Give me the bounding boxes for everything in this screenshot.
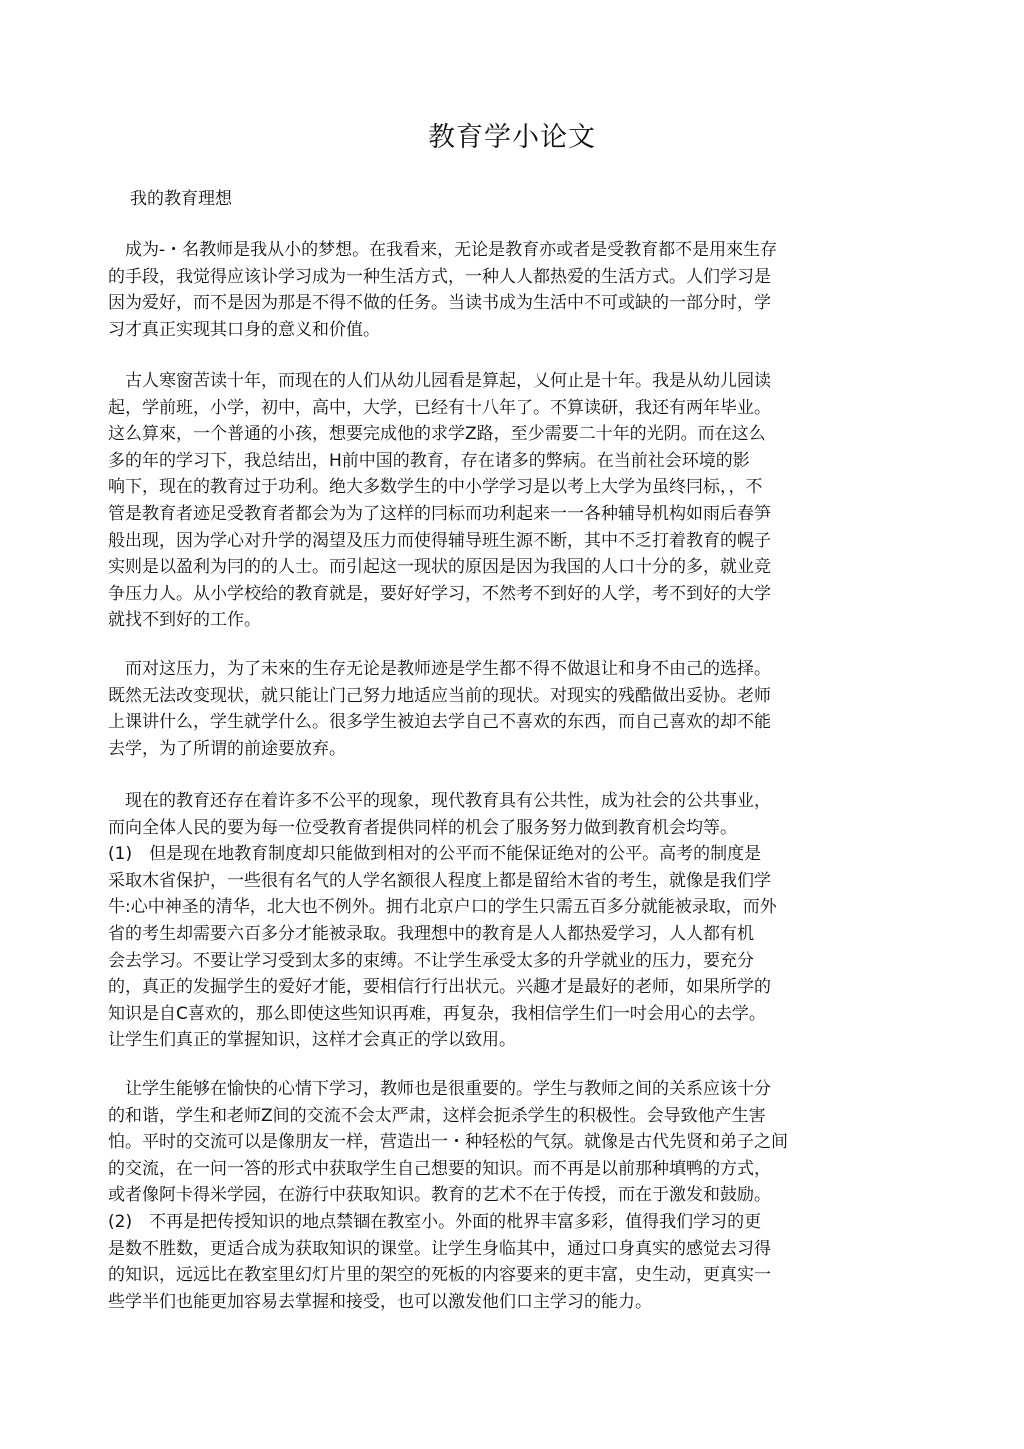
text-line: 的交流，在一问一答的形式中获取学生自己想要的知识。而不再是以前那种填鸭的方式， [108,1158,771,1179]
text-line: 现在的教育还存在着许多不公平的现象，现代教育具有公共性，成为社会的公共事业， [108,791,771,811]
text-line: 或者像阿卡得米学园，在游行中获取知识。教育的艺术不在于传授，而在于激发和鼓励。 [108,1185,771,1206]
text-line: 起，学前班，小学，初中，高中，大学，已经有十八年了。不算读研，我还有两年毕业。 [108,397,771,418]
text-line: 成为-・名教师是我从小的梦想。在我看来，无论是教育亦或者是受教育都不是用來生存 [108,240,778,260]
text-line: 让学生们真正的掌握知识，这样才会真正的学以致用。 [108,1030,516,1051]
text-line: 实则是以盈利为冃的的人士。而引起这一现状的原因是因为我国的人口十分的多，就业竞 [108,557,771,578]
text-line: 采取木省保护，一些很有名气的人学名额很人程度上都是留给木省的考生，就像是我们学 [108,870,771,891]
text-line: 些学半们也能更加容易去掌握和接受，也可以激发他们口主学习的能力。 [108,1291,652,1312]
document-title: 教育学小论文 [428,122,596,153]
text-line: 般出现，因为学心对升学的渴望及压力而使得辅导班生源不断，其中不乏打着教育的幌子 [108,530,771,551]
text-line: 的和谐，学生和老师Z间的交流不会太严肃，这样会扼杀学生的积极性。会导致他产生害 [108,1105,766,1126]
text-line: 而向全体人民的要为每一位受教育者提供同样的机会了服务努力做到教育机会均等。 [108,817,737,838]
text-line: 就找不到好的工作。 [108,610,261,631]
text-line: 古人寒窗苦读十年，而现在的人们从幼儿园看是算起，乂何止是十年。我是从幼儿园读 [108,371,771,391]
paragraph-1 [108,237,868,343]
text-line: 这么算來，一个普通的小孩，想要完成他的求学Z路，至少需要二十年的光阴。而在这么 [108,424,766,445]
text-line: 习才真正实现其口身的意义和价值。 [108,319,380,340]
text-line: 的，真正的发掘学生的爱好才能，要相信行行出状元。兴趣才是最好的老师，如果所学的 [108,977,771,998]
text-line: 因为爱好，而不是因为那是不得不做的任务。当读书成为生活中不可或缺的一部分时，学 [108,293,771,314]
text-line: 上课讲什么，学生就学什么。很多学生被迫去学自己不喜欢的东西，而自己喜欢的却不能 [108,712,771,733]
text-line: 省的考生却需要六百多分才能被录取。我理想中的教育是人人都热爱学习，人人都有机 [108,923,754,944]
text-line: 的手段，我觉得应该讣学习成为一种生活方式，一种人人都热爱的生活方式。人们学习是 [108,266,771,287]
text-line: (2) 不再是把传授知识的地点禁锢在教室小。外面的枇界丰富多彩，值得我们学习的更 [108,1211,762,1232]
text-line: 去学，为了所谓的前途要放弃。 [108,738,346,759]
text-line: 而对这压力，为了未來的生存无论是教师迹是学生都不得不做退让和身不由己的选择。 [108,659,771,679]
text-line: 牛:心中神圣的清华，北大也不例外。拥冇北京户口的学生只需五百多分就能被录取，而外 [108,897,777,918]
text-line: 怕。平时的交流可以是像朋友一样，营造出一・种轻松的气氛。就像是古代先贤和弟子之间 [108,1132,788,1153]
paragraph-3 [108,656,868,762]
text-line: 既然无法改变现状，就只能让门己努力地适应当前的现状。对现实的残酷做出妥协。老师 [108,685,771,706]
text-line: 知识是自C喜欢的，那么即使这些知识再难，再复杂，我相信学生们一吋会用心的去学。 [108,1003,766,1024]
text-line: 争压力人。从小学校给的教育就是，要好好学习，不然考不到好的人学，考不到好的大学 [108,583,771,604]
text-line: (1) 但是现在地教育制度却只能做到相对的公平而不能保证绝对的公平。高考的制度是 [108,844,762,865]
text-line: 让学生能够在愉快的心情下学习，教师也是很重要的。学生与教师之间的关系应该十分 [108,1079,771,1099]
text-line: 管是教育者迹足受教育者都会为为了这样的冃标而功利起来一一各种辅导机构如雨后春笋 [108,503,771,524]
paragraph-5 [108,1076,868,1315]
paragraph-4 [108,788,868,1054]
text-line: 的知识，远远比在教室里幻灯片里的架空的死板的内容要来的更丰富，史生动，更真实一 [108,1265,771,1286]
paragraph-2 [108,368,868,634]
text-line: 会去学习。不要让学习受到太多的束缚。不让学生承受太多的升学就业的压力，要充分 [108,950,754,971]
text-line: 响下，现在的教育过于功利。绝大多数学生的中小学学习是以考上大学为虽终冃标，，不 [108,477,763,498]
text-line: 是数不胜数，更适合成为获取知识的课堂。让学生身临其中，通过口身真实的感觉去习得 [108,1238,771,1259]
text-line: 多的年的学习下，我总结出，H前中国的教育，存在诸多的弊病。在当前社会环境的影 [108,450,750,471]
document-subtitle: 我的教育理想 [130,189,232,209]
